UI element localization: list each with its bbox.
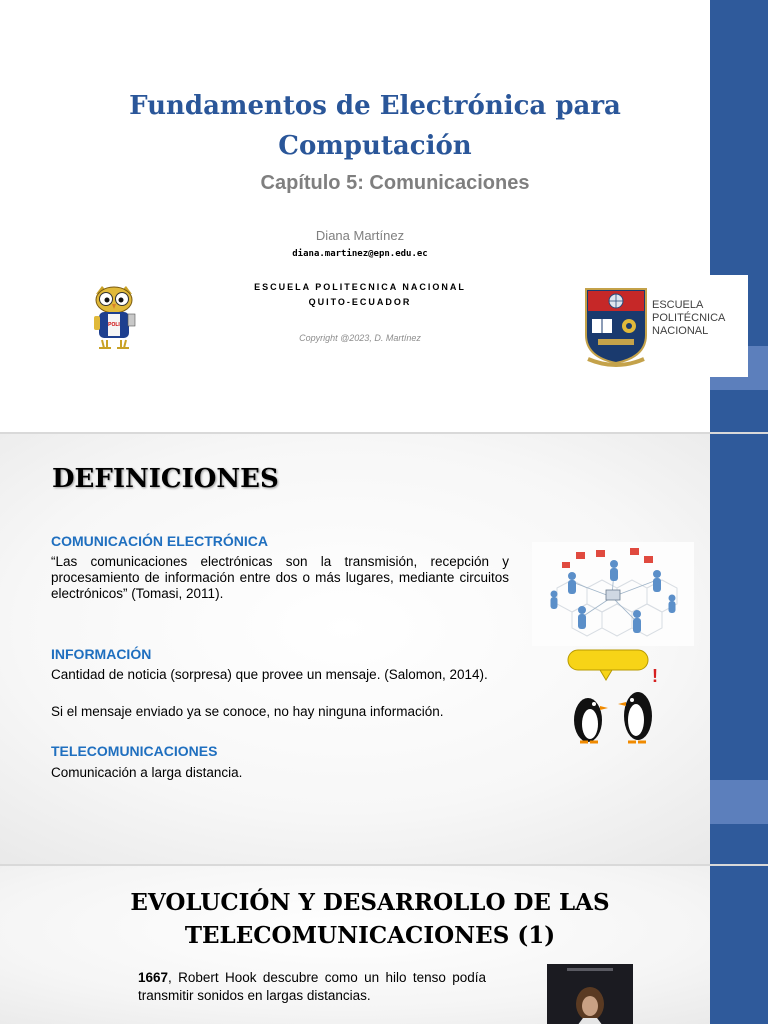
chapter-subtitle: Capítulo 5: Comunicaciones xyxy=(260,172,530,194)
institution-block xyxy=(230,280,490,310)
event-year: 1667 xyxy=(138,970,169,985)
definitions-slide xyxy=(0,434,768,864)
section-body-telecommunications: Comunicación a larga distancia. xyxy=(51,765,243,780)
section-title-electronic-communication: COMUNICACIÓN ELECTRÓNICA xyxy=(51,533,268,549)
slide-heading: EVOLUCIÓN Y DESARROLLO DE LAS TELECOMUNICACIONES (1) xyxy=(130,889,610,949)
robert-hooke-portrait xyxy=(547,964,633,1024)
epn-logo xyxy=(580,275,748,377)
logo-line-1: ESCUELA xyxy=(652,299,704,311)
portrait-image-icon xyxy=(547,964,633,1024)
institution-name: ESCUELA POLITECNICA NACIONAL xyxy=(254,282,466,292)
epn-shield-icon xyxy=(582,285,650,371)
mascot-label: POLI xyxy=(108,322,120,328)
event-description: , Robert Hook descubre como un hilo tenso podía transmitir sonidos en largas distancias. xyxy=(138,970,486,1003)
owl-mascot-icon xyxy=(90,284,138,352)
side-accent-highlight xyxy=(710,780,768,824)
network-people-illustration xyxy=(532,542,694,646)
section-body-information: Cantidad de noticia (sorpresa) que provee un mensaje. (Salomon, 2014). xyxy=(51,667,488,682)
penguins-speech-illustration xyxy=(560,648,670,748)
svg-text:!: ! xyxy=(652,666,658,686)
author-email: diana.martinez@epn.edu.ec xyxy=(292,249,428,259)
epn-logo-text xyxy=(652,299,725,338)
side-accent-bar xyxy=(710,866,768,1024)
hooke-paragraph xyxy=(138,969,486,1005)
side-accent-bar xyxy=(710,434,768,864)
institution-city: QUITO-ECUADOR xyxy=(308,297,412,307)
presentation-title: Fundamentos de Electrónica para Computación xyxy=(129,91,621,161)
copyright-note: Copyright @2023, D. Martínez xyxy=(299,333,421,343)
section-title-telecommunications: TELECOMUNICACIONES xyxy=(51,743,218,759)
slide-heading: DEFINICIONES xyxy=(52,464,279,494)
author-name: Diana Martínez xyxy=(315,228,405,243)
section-body-electronic-communication: “Las comunicaciones electrónicas son la transmisión, recepción y procesamiento de información entre dos o más lugares, mediante circuitos electrónicos” (Tomasi, 2011). xyxy=(51,554,509,601)
section-body-information-note: Si el mensaje enviado ya se conoce, no hay ninguna información. xyxy=(51,704,444,719)
logo-line-2: POLITÉCNICA xyxy=(652,312,726,324)
title-slide xyxy=(0,0,768,432)
evolution-slide xyxy=(0,866,768,1024)
logo-line-3: NACIONAL xyxy=(652,325,709,337)
section-title-information: INFORMACIÓN xyxy=(51,646,152,662)
